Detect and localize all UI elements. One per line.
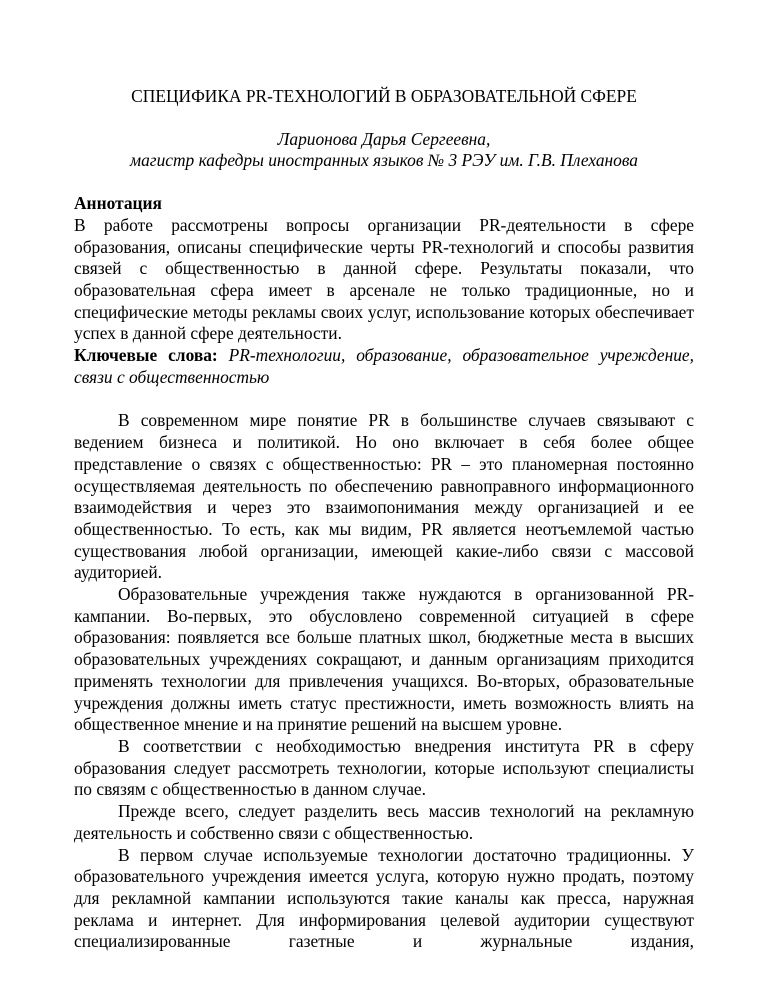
author-affiliation: магистр кафедры иностранных языков № 3 РЭУ им. Г.В. Плеханова (129, 150, 639, 171)
author-name: Ларионова Дарья Сергеевна, (277, 128, 491, 149)
author-block (74, 129, 694, 172)
body-paragraph: Прежде всего, следует разделить весь массив технологий на рекламную деятельность и собственно связи с общественностью. (74, 801, 694, 843)
body-paragraph: В современном мире понятие PR в большинстве случаев связывают с ведением бизнеса и политикой. Но оно включает в себя более общее представление о связях с общественностью: PR – это планомерная постоянно осуществляемая деятельность по обеспечению равноправного информационного взаимодействия и через это взаимопонимания между организацией и ее общественностью. То есть, как мы видим, PR является неотъемлемой частью существования любой организации, имеющей какие-либо связи с массовой аудиторией. (74, 410, 694, 583)
body-paragraph: Образовательные учреждения также нуждаются в организованной PR-кампании. Во-первых, это обусловлено современной ситуацией в сфере образования: появляется все больше платных школ, бюджетные места в высших образовательных учреждениях сокращают, и данным организациям приходится применять технологии для привлечения учащихся. Во-вторых, образовательные учреждения должны иметь статус престижности, иметь возможность влиять на общественное мнение и на принятие решений на высшем уровне. (74, 584, 694, 735)
article-title: СПЕЦИФИКА PR-ТЕХНОЛОГИЙ В ОБРАЗОВАТЕЛЬНОЙ СФЕРЕ (131, 86, 637, 106)
keywords-text: PR-технологии, образование, образовательное учреждение, связи с общественностью (74, 345, 694, 387)
article-body (74, 410, 694, 953)
body-paragraph: В соответствии с необходимостью внедрения института PR в сферу образования следует рассмотреть технологии, которые используют специалисты по связям с общественностью в данном случае. (74, 735, 694, 800)
abstract-text: В работе рассмотрены вопросы организации PR-деятельности в сфере образования, описаны специфические черты PR-технологий и способы развития связей с общественностью в данной сфере. Результаты показали, что образовательная сфера имеет в арсенале не только традиционные, но и специфические методы рекламы своих услуг, использование которых обеспечивает успех в данной сфере деятельности. (74, 214, 694, 344)
keywords (74, 345, 694, 388)
keywords-label: Ключевые слова: (74, 345, 218, 366)
abstract-heading: Аннотация (74, 193, 162, 214)
document-page (74, 86, 694, 953)
body-paragraph: В первом случае используемые технологии достаточно традиционны. У образовательного учреждения имеется услуга, которую нужно продать, поэтому для рекламной кампании используются такие каналы как пресса, наружная реклама и интернет. Для информирования целевой аудитории существуют специализированные газетные и журнальные издания, (74, 844, 694, 952)
